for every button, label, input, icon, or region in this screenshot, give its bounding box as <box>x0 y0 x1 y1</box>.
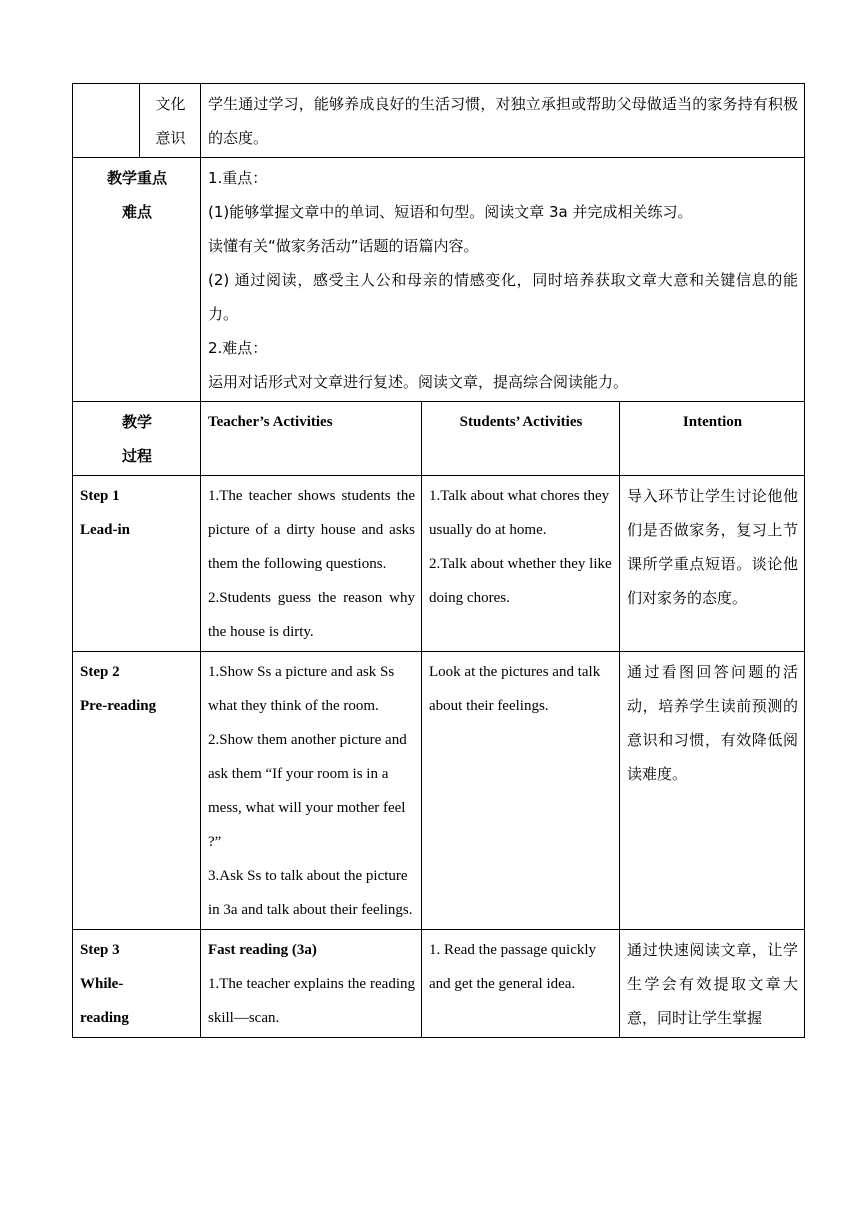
intention-cell <box>620 476 805 652</box>
step-number: Step 1 <box>80 488 120 504</box>
process-label-cell <box>73 402 201 476</box>
intention-header: Intention <box>620 402 805 476</box>
intention-text: 通过看图回答问题的活动，培养学生读前预测的意识和习惯，有效降低阅读难度。 <box>627 663 798 783</box>
students-activities-cell <box>422 476 620 652</box>
teacher-activities-header: Teacher’s Activities <box>201 402 422 476</box>
teacher-activities-cell <box>201 476 422 652</box>
intention-cell <box>620 652 805 930</box>
step-row-1 <box>73 476 805 652</box>
process-label-line1: 教学 <box>121 413 152 431</box>
culture-row <box>73 84 805 158</box>
key-points-text-cell <box>201 158 805 402</box>
students-activities-cell <box>422 652 620 930</box>
key-points-line: 1.重点： <box>208 169 268 187</box>
key-points-label-cell <box>73 158 201 402</box>
students-activities-cell <box>422 930 620 1038</box>
student-activity: 1.Talk about what chores they usually do at home. <box>429 488 610 538</box>
student-activity: Look at the pictures and talk about their feelings. <box>429 664 601 714</box>
culture-text-cell <box>201 84 805 158</box>
key-points-row <box>73 158 805 402</box>
intention-text: 导入环节让学生讨论他他们是否做家务，复习上节课所学重点短语。谈论他们对家务的态度。 <box>627 487 798 607</box>
students-activities-header: Students’ Activities <box>422 402 620 476</box>
teacher-activity-heading: Fast reading (3a) <box>208 942 317 958</box>
teacher-activities-cell <box>201 930 422 1038</box>
culture-text: 学生通过学习，能够养成良好的生活习惯，对独立承担或帮助父母做适当的家务持有积极的态度。 <box>208 95 798 147</box>
key-points-line: (1)能够掌握文章中的单词、短语和句型。阅读文章 3a 并完成相关练习。 <box>208 203 693 221</box>
student-activity: 1. Read the passage quickly and get the general idea. <box>429 942 597 992</box>
teacher-activity: 3.Ask Ss to talk about the picture in 3a and talk about their feelings. <box>208 868 413 918</box>
key-points-line: 读懂有关“做家务活动”话题的语篇内容。 <box>208 237 479 255</box>
culture-label-cell <box>140 84 201 158</box>
step-name-line2: reading <box>80 1010 129 1026</box>
step-label-cell <box>73 930 201 1038</box>
key-points-line: 运用对话形式对文章进行复述。阅读文章，提高综合阅读能力。 <box>208 373 629 391</box>
teacher-activity: 1.The teacher shows students the picture of a dirty house and asks them the following questions. <box>208 488 415 572</box>
teacher-activity: 1.Show Ss a picture and ask Ss what they think of the room. <box>208 664 395 714</box>
step-number: Step 2 <box>80 664 120 680</box>
teacher-activity: 1.The teacher explains the reading skill—scan. <box>208 976 415 1026</box>
key-points-line: 2.难点： <box>208 339 268 357</box>
step-label-cell <box>73 476 201 652</box>
teacher-activities-cell <box>201 652 422 930</box>
lesson-plan-table <box>72 83 805 1038</box>
process-header-row <box>73 402 805 476</box>
step-label-cell <box>73 652 201 930</box>
key-points-label-line2: 难点 <box>121 203 152 221</box>
step-name: Lead-in <box>80 522 131 538</box>
key-points-line: (2) 通过阅读，感受主人公和母亲的情感变化，同时培养获取文章大意和关键信息的能力。 <box>208 271 798 323</box>
key-points-label-line1: 教学重点 <box>106 169 167 187</box>
step-row-2 <box>73 652 805 930</box>
process-label-line2: 过程 <box>121 447 152 465</box>
step-name: Pre-reading <box>80 698 157 714</box>
step-row-3 <box>73 930 805 1038</box>
step-number: Step 3 <box>80 942 120 958</box>
culture-label-line1: 文化 <box>155 95 186 113</box>
student-activity: 2.Talk about whether they like doing chores. <box>429 556 612 606</box>
intention-text: 通过快速阅读文章，让学生学会有效提取文章大意，同时让学生掌握 <box>627 941 798 1027</box>
step-name-line1: While- <box>80 976 124 992</box>
teacher-activity: 2.Students guess the reason why the house is dirty. <box>208 590 415 640</box>
culture-blank-cell <box>73 84 140 158</box>
intention-cell <box>620 930 805 1038</box>
teacher-activity: 2.Show them another picture and ask them “If your room is in a mess, what will your mother feel ?” <box>208 732 407 850</box>
culture-label-line2: 意识 <box>155 129 186 147</box>
